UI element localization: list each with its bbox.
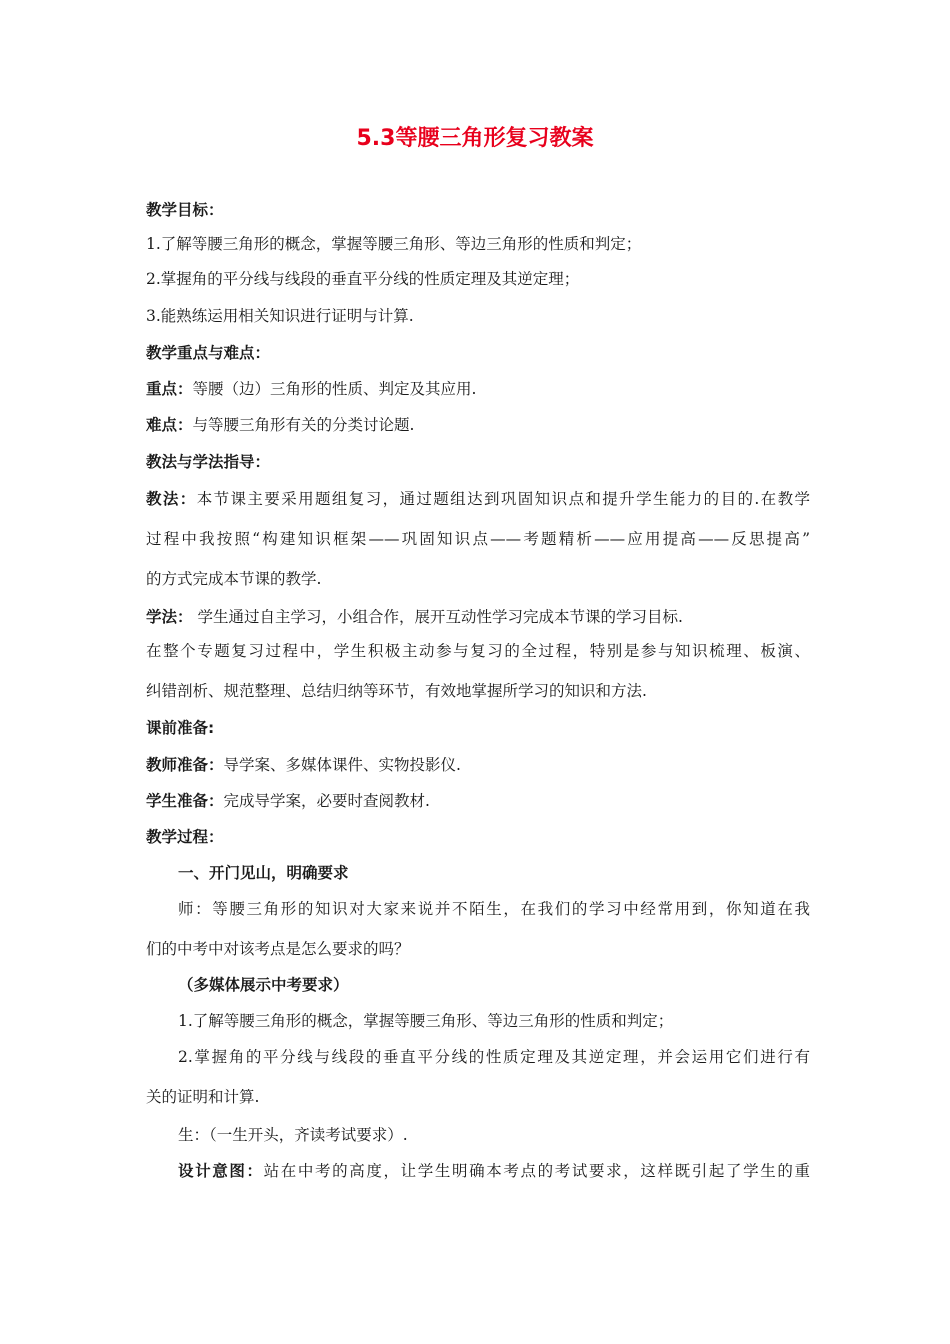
objectives-heading: 教学目标： — [146, 201, 224, 219]
prep-heading: 课前准备: — [146, 719, 215, 737]
teach-method-text-1: 本节课主要采用题组复习，通过题组达到巩固知识点和提升学生能力的目的.在教学 — [196, 490, 810, 508]
objective-item-3: 3.能熟练运用相关知识进行证明与计算. — [146, 307, 414, 325]
teach-method-line-3: 的方式完成本节课的教学. — [146, 570, 322, 588]
key-points-heading: 教学重点与难点： — [146, 344, 271, 362]
media-note: （多媒体展示中考要求） — [178, 976, 349, 994]
difficulty-line — [146, 414, 810, 436]
methods-heading: 教法与学法指导： — [146, 453, 271, 471]
requirement-2-line-1: 2.掌握角的平分线与线段的垂直平分线的性质定理及其逆定理，并会运用它们进行有 — [178, 1048, 810, 1066]
focus-line — [146, 378, 810, 400]
process-extra-line-2: 纠错剖析、规范整理、总结归纳等环节，有效地掌握所学习的知识和方法. — [146, 682, 647, 700]
design-intent-line — [178, 1160, 810, 1182]
learn-method-text: 学生通过自主学习，小组合作，展开互动性学习完成本节课的学习目标. — [192, 608, 683, 626]
teach-method-label: 教法： — [146, 490, 197, 508]
design-intent-text: 站在中考的高度，让学生明确本考点的考试要求，这样既引起了学生的重 — [263, 1162, 810, 1180]
teach-method-line-1 — [146, 488, 810, 510]
focus-label: 重点： — [146, 380, 193, 398]
difficulty-text: 与等腰三角形有关的分类讨论题. — [192, 416, 415, 434]
student-dialog-line: 生：（一生开头，齐读考试要求）. — [178, 1126, 408, 1144]
learn-method-label: 学法： — [146, 608, 193, 626]
student-prep-line — [146, 790, 810, 812]
teacher-prep-label: 教师准备： — [146, 756, 224, 774]
document-title: 5.3等腰三角形复习教案 — [356, 126, 594, 151]
teacher-dialog-line-2: 们的中考中对该考点是怎么要求的吗？ — [146, 940, 410, 958]
design-intent-label: 设计意图： — [178, 1162, 264, 1180]
student-prep-text: 完成导学案，必要时查阅教材. — [223, 792, 430, 810]
teacher-prep-text: 导学案、多媒体课件、实物投影仪. — [223, 756, 461, 774]
learn-method-line — [146, 606, 810, 628]
objective-item-2: 2.掌握角的平分线与线段的垂直平分线的性质定理及其逆定理； — [146, 270, 580, 288]
focus-text: 等腰（边）三角形的性质、判定及其应用. — [192, 380, 477, 398]
teach-method-line-2: 过程中我按照“构建知识框架——巩固知识点——考题精析——应用提高——反思提高” — [146, 530, 810, 548]
requirement-2-line-2: 关的证明和计算. — [146, 1088, 260, 1106]
teacher-prep-line — [146, 754, 810, 776]
section-1-heading: 一、开门见山，明确要求 — [178, 864, 349, 882]
process-heading: 教学过程： — [146, 828, 224, 846]
teacher-dialog-line-1: 师：等腰三角形的知识对大家来说并不陌生，在我们的学习中经常用到，你知道在我 — [178, 900, 810, 918]
objective-item-1: 1.了解等腰三角形的概念，掌握等腰三角形、等边三角形的性质和判定； — [146, 235, 642, 253]
difficulty-label: 难点： — [146, 416, 193, 434]
student-prep-label: 学生准备： — [146, 792, 224, 810]
process-extra-line-1: 在整个专题复习过程中，学生积极主动参与复习的全过程，特别是参与知识梳理、板演、 — [146, 642, 810, 660]
requirement-1: 1.了解等腰三角形的概念，掌握等腰三角形、等边三角形的性质和判定； — [178, 1012, 674, 1030]
